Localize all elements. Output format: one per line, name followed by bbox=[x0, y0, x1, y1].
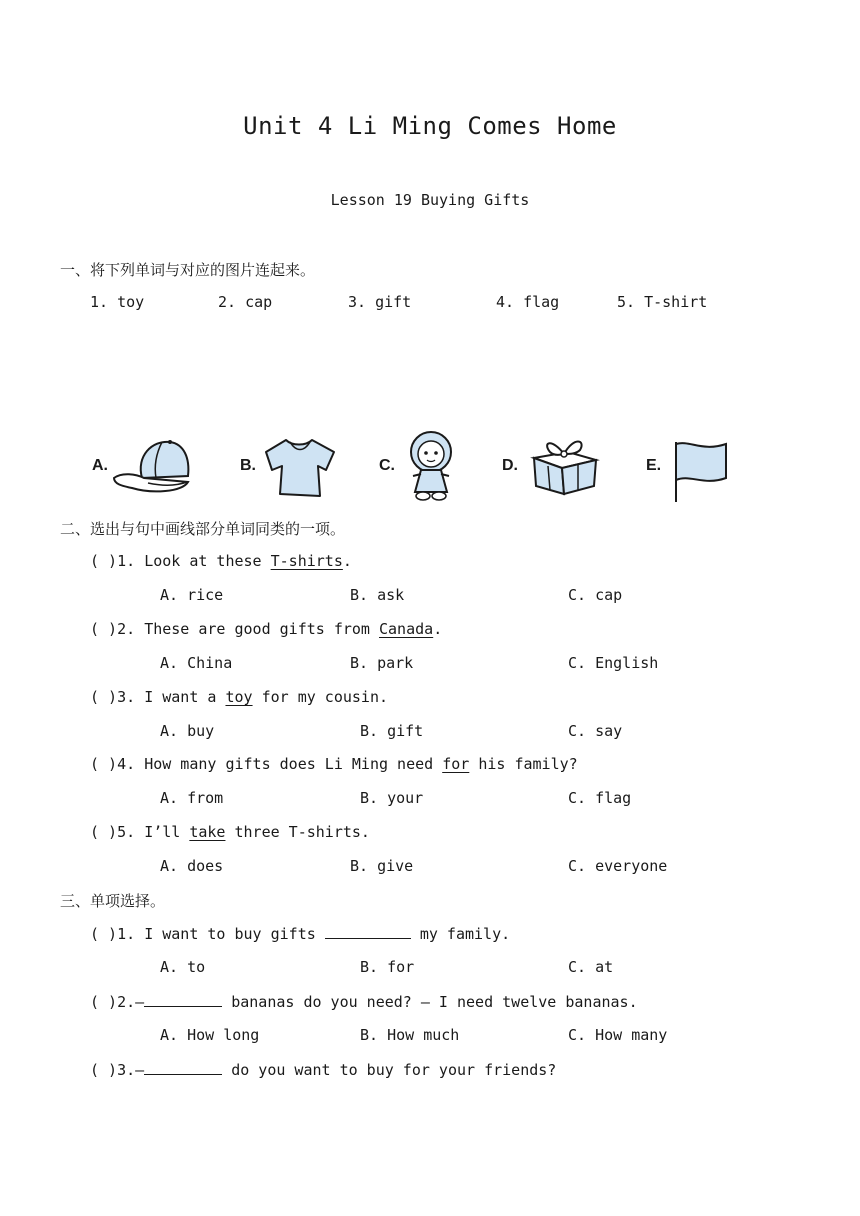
option-c: C. cap bbox=[568, 586, 623, 604]
question-row bbox=[90, 688, 388, 706]
question-row bbox=[90, 1060, 556, 1079]
question-text: Look at these bbox=[144, 552, 271, 570]
word-1: 1. toy bbox=[90, 293, 145, 311]
fill-blank[interactable] bbox=[325, 924, 411, 939]
option-b: B. your bbox=[360, 789, 424, 807]
picture-label-b: B. bbox=[240, 457, 256, 474]
fill-blank[interactable] bbox=[144, 992, 222, 1007]
option-a: A. from bbox=[160, 789, 224, 807]
question-number: 2. bbox=[117, 620, 136, 638]
answer-paren[interactable]: ( ) bbox=[90, 688, 118, 706]
option-b: B. ask bbox=[350, 586, 405, 604]
option-c: C. say bbox=[568, 722, 623, 740]
word-5: 5. T-shirt bbox=[617, 293, 708, 311]
answer-paren[interactable]: ( ) bbox=[90, 925, 118, 943]
question-text-end: bananas do you need? — I need twelve bananas. bbox=[222, 993, 638, 1011]
question-row bbox=[90, 755, 578, 773]
word-4: 4. flag bbox=[496, 293, 560, 311]
question-row bbox=[90, 992, 638, 1011]
option-a: A. rice bbox=[160, 586, 224, 604]
underlined-word: take bbox=[189, 823, 226, 841]
option-b: B. give bbox=[350, 857, 414, 875]
option-a: A. does bbox=[160, 857, 224, 875]
question-row bbox=[90, 924, 510, 943]
section-1-heading: 一、将下列单词与对应的图片连起来。 bbox=[60, 261, 316, 279]
answer-paren[interactable]: ( ) bbox=[90, 620, 118, 638]
section-2-heading: 二、选出与句中画线部分单词同类的一项。 bbox=[60, 520, 346, 538]
flag-icon bbox=[672, 440, 732, 504]
question-row bbox=[90, 552, 352, 570]
word-2: 2. cap bbox=[218, 293, 273, 311]
question-row bbox=[90, 823, 370, 841]
question-number: 3.— bbox=[117, 1061, 145, 1079]
option-a: A. buy bbox=[160, 722, 215, 740]
option-c: C. at bbox=[568, 958, 614, 976]
lesson-subtitle: Lesson 19 Buying Gifts bbox=[330, 191, 530, 209]
answer-paren[interactable]: ( ) bbox=[90, 1061, 118, 1079]
option-b: B. park bbox=[350, 654, 414, 672]
question-number: 2.— bbox=[117, 993, 145, 1011]
question-text-end: three T-shirts. bbox=[225, 823, 370, 841]
option-c: C. flag bbox=[568, 789, 632, 807]
option-a: A. to bbox=[160, 958, 206, 976]
picture-label-c: C. bbox=[379, 457, 395, 474]
picture-label-d: D. bbox=[502, 457, 518, 474]
underlined-word: toy bbox=[225, 688, 253, 706]
underlined-word: Canada bbox=[379, 620, 434, 638]
answer-paren[interactable]: ( ) bbox=[90, 755, 118, 773]
question-row bbox=[90, 620, 442, 638]
question-text: I’ll bbox=[144, 823, 190, 841]
page-title: Unit 4 Li Ming Comes Home bbox=[243, 112, 617, 140]
underlined-word: for bbox=[442, 755, 470, 773]
question-number: 4. bbox=[117, 755, 136, 773]
question-text-end: . bbox=[342, 552, 352, 570]
picture-label-e: E. bbox=[646, 457, 662, 474]
question-text: These are good gifts from bbox=[144, 620, 379, 638]
gift-box-icon bbox=[528, 432, 600, 496]
option-c: C. How many bbox=[568, 1026, 668, 1044]
question-text: How many gifts does Li Ming need bbox=[144, 755, 443, 773]
question-text-end: his family? bbox=[469, 755, 578, 773]
answer-paren[interactable]: ( ) bbox=[90, 823, 118, 841]
question-text-end: . bbox=[433, 620, 443, 638]
question-number: 5. bbox=[117, 823, 136, 841]
answer-paren[interactable]: ( ) bbox=[90, 552, 118, 570]
section-3-heading: 三、单项选择。 bbox=[60, 892, 166, 910]
question-number: 1. bbox=[117, 925, 136, 943]
option-b: B. gift bbox=[360, 722, 424, 740]
picture-label-a: A. bbox=[92, 457, 108, 474]
doll-toy-icon bbox=[403, 430, 459, 502]
word-3: 3. gift bbox=[348, 293, 412, 311]
question-text: I want a bbox=[144, 688, 226, 706]
option-b: B. How much bbox=[360, 1026, 460, 1044]
option-a: A. How long bbox=[160, 1026, 260, 1044]
question-text-end: my family. bbox=[410, 925, 511, 943]
tshirt-icon bbox=[264, 436, 336, 500]
option-c: C. English bbox=[568, 654, 659, 672]
answer-paren[interactable]: ( ) bbox=[90, 993, 118, 1011]
question-text: I want to buy gifts bbox=[144, 925, 325, 943]
question-number: 1. bbox=[117, 552, 136, 570]
option-a: A. China bbox=[160, 654, 233, 672]
fill-blank[interactable] bbox=[144, 1060, 222, 1075]
cap-icon bbox=[112, 436, 192, 494]
option-b: B. for bbox=[360, 958, 415, 976]
question-number: 3. bbox=[117, 688, 136, 706]
option-c: C. everyone bbox=[568, 857, 668, 875]
question-text-end: for my cousin. bbox=[252, 688, 389, 706]
question-text-end: do you want to buy for your friends? bbox=[222, 1061, 557, 1079]
underlined-word: T-shirts bbox=[270, 552, 343, 570]
